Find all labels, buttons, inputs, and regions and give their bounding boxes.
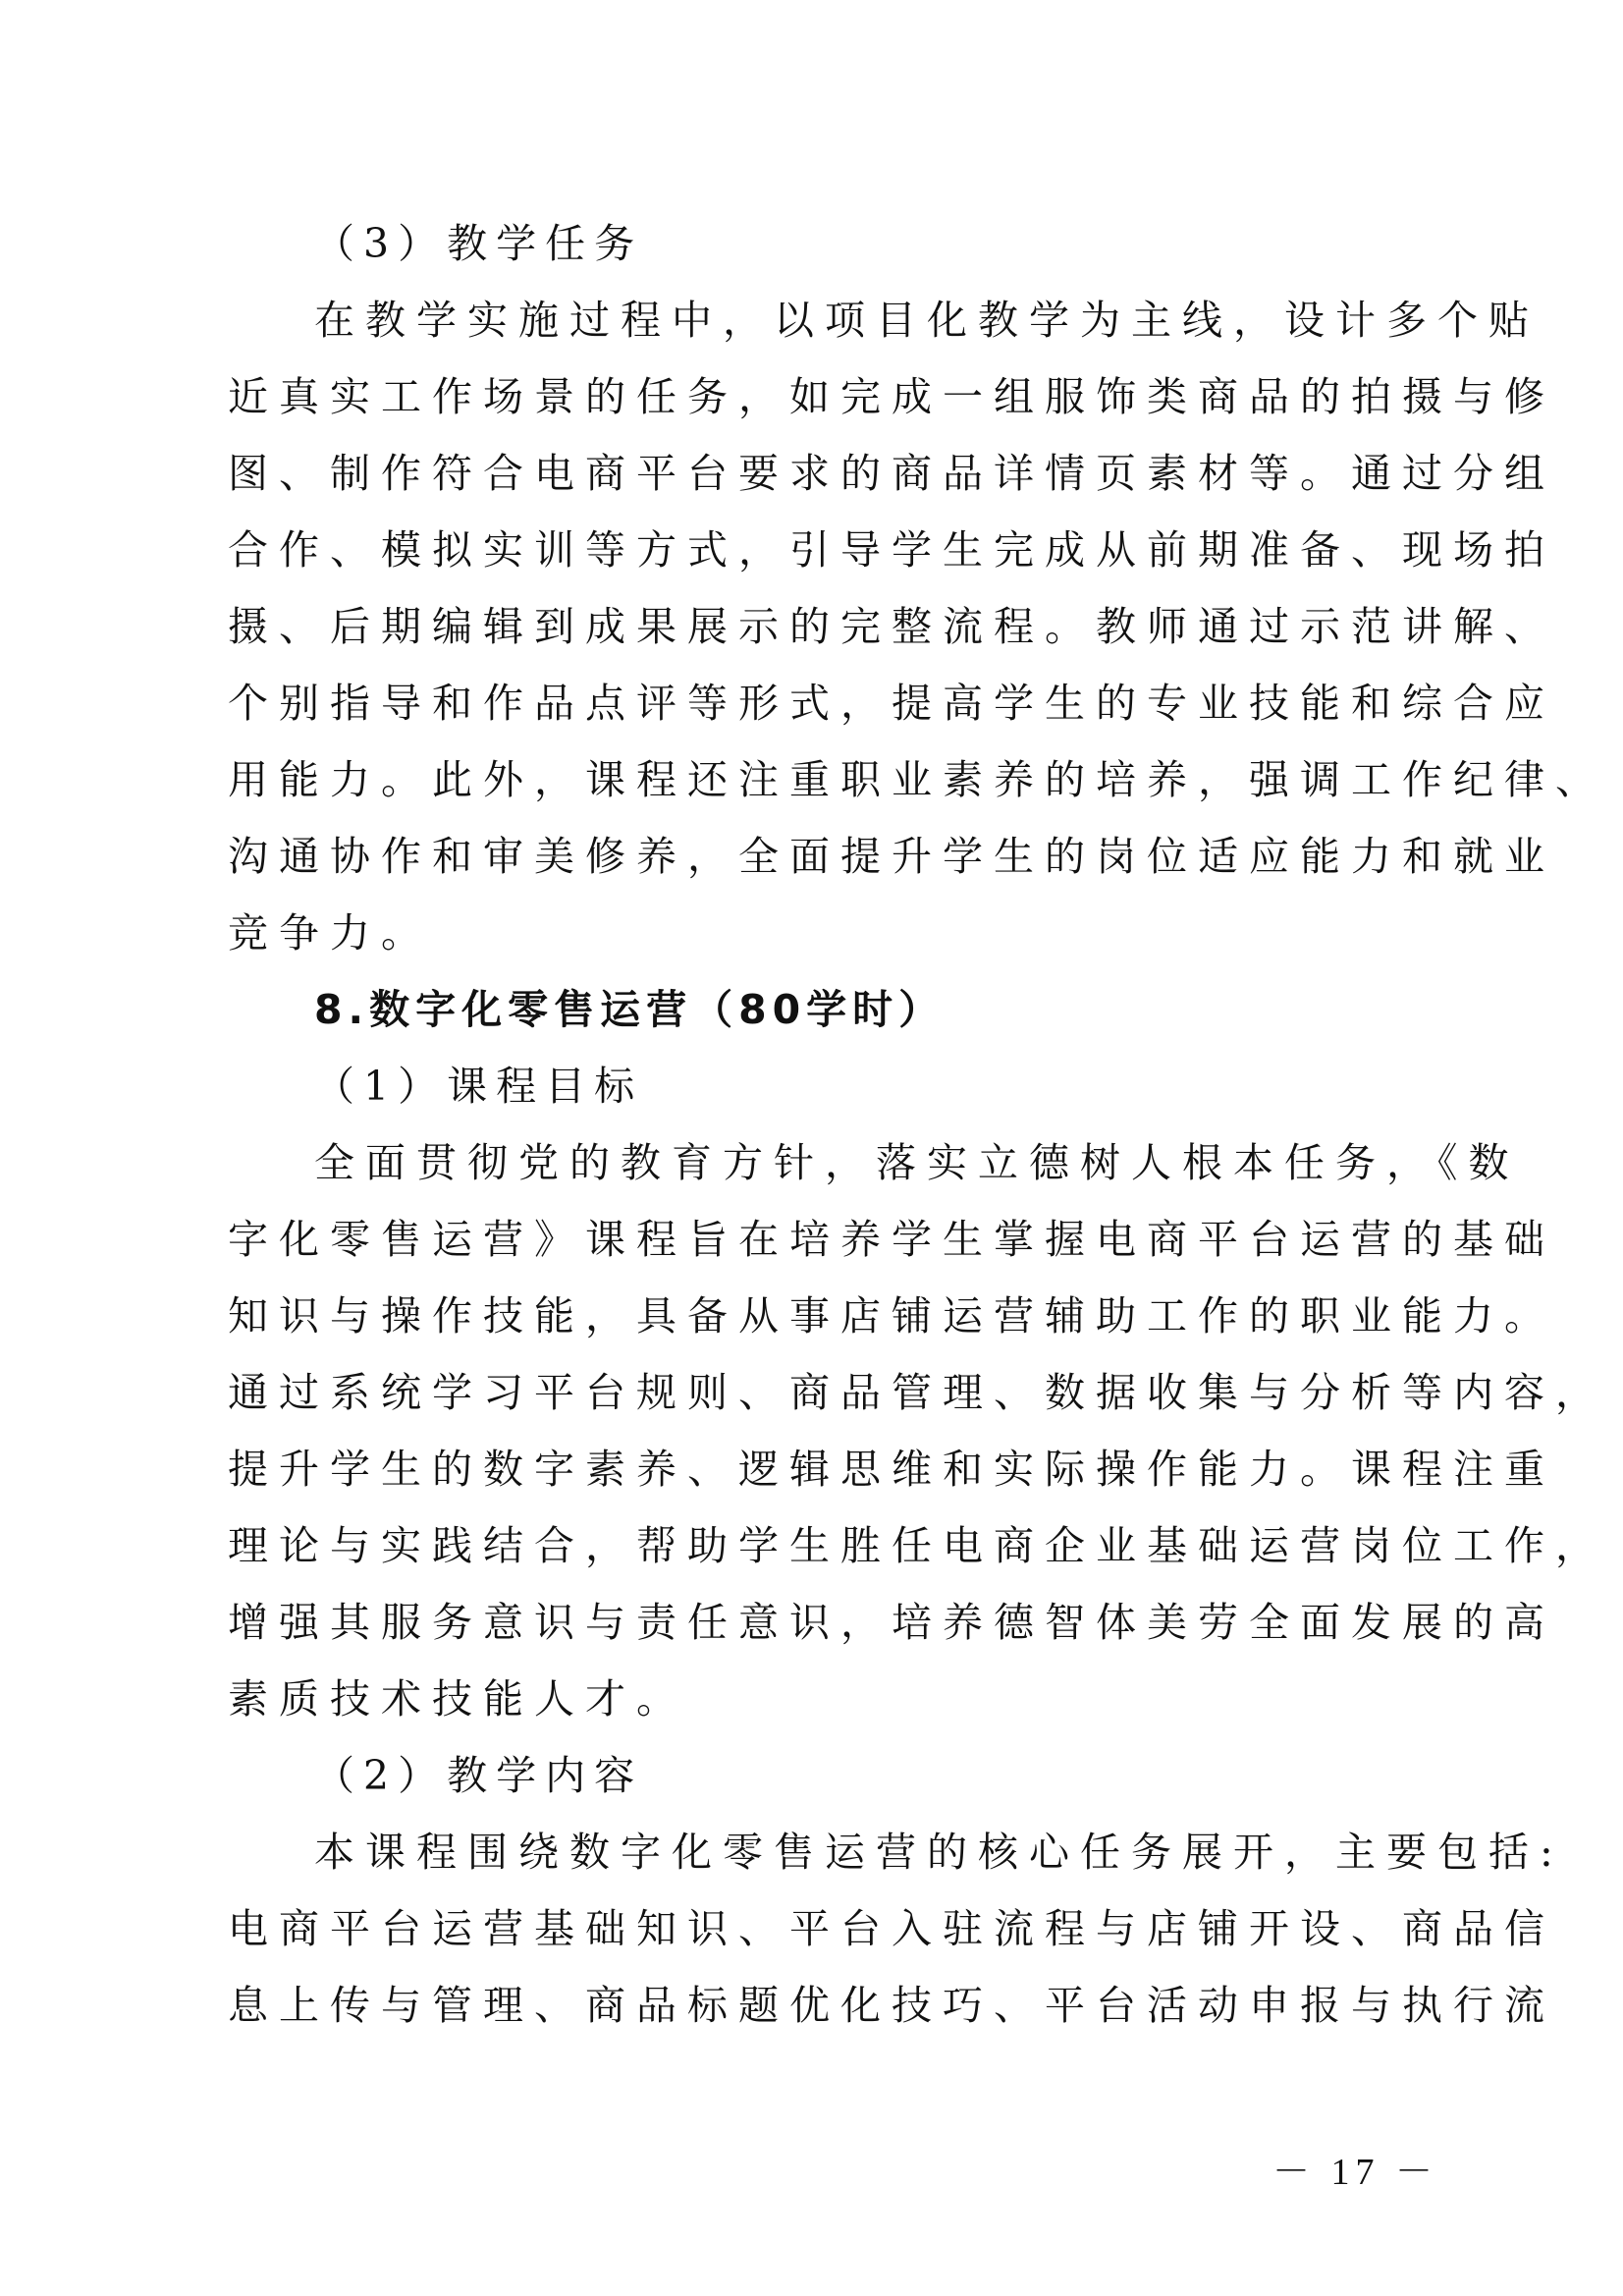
paragraph-line: 在教学实施过程中，以项目化教学为主线，设计多个贴 [314,297,1540,344]
paragraph-line: 近真实工作场景的任务，如完成一组服饰类商品的拍摄与修 [228,373,1555,420]
paragraph-line: 增强其服务意识与责任意识，培养德智体美劳全面发展的高 [228,1599,1555,1646]
paragraph-line: 合作、模拟实训等方式，引导学生完成从前期准备、现场拍 [228,526,1555,574]
paragraph-line: 理论与实践结合，帮助学生胜任电商企业基础运营岗位工作， [228,1522,1606,1569]
paragraph-line: 知识与操作技能，具备从事店铺运营辅助工作的职业能力。 [228,1292,1555,1339]
paragraph-line: 息上传与管理、商品标题优化技巧、平台活动申报与执行流 [228,1982,1555,2029]
paragraph-line: 摄、后期编辑到成果展示的完整流程。教师通过示范讲解、 [228,603,1555,650]
paragraph-line: 沟通协作和审美修养，全面提升学生的岗位适应能力和就业 [228,833,1555,880]
paragraph-line: 用能力。此外，课程还注重职业素养的培养，强调工作纪律、 [228,756,1606,803]
paragraph-line: 提升学生的数字素养、逻辑思维和实际操作能力。课程注重 [228,1446,1555,1493]
paragraph-line: 本课程围绕数字化零售运营的核心任务展开，主要包括: [314,1829,1564,1876]
paragraph-line: 通过系统学习平台规则、商品管理、数据收集与分析等内容， [228,1369,1606,1416]
paragraph-line: 竞争力。 [228,909,432,957]
subsection-heading-teaching-tasks: （3）教学任务 [314,220,644,267]
section-heading-digital-retail: 8.数字化零售运营（80学时） [314,986,946,1033]
page-number: － 17 － [1272,2152,1439,2193]
paragraph-line: 个别指导和作品点评等形式，提高学生的专业技能和综合应 [228,680,1555,727]
paragraph-line: 电商平台运营基础知识、平台入驻流程与店铺开设、商品信 [228,1905,1555,1952]
paragraph-line: 字化零售运营》课程旨在培养学生掌握电商平台运营的基础 [228,1216,1555,1263]
paragraph-line: 全面贯彻党的教育方针，落实立德树人根本任务，《数 [314,1139,1520,1186]
paragraph-line: 素质技术技能人才。 [228,1675,687,1722]
paragraph-line: 图、制作符合电商平台要求的商品详情页素材等。通过分组 [228,450,1555,497]
subsection-heading-course-goals: （1）课程目标 [314,1063,644,1110]
subsection-heading-teaching-content: （2）教学内容 [314,1752,644,1799]
